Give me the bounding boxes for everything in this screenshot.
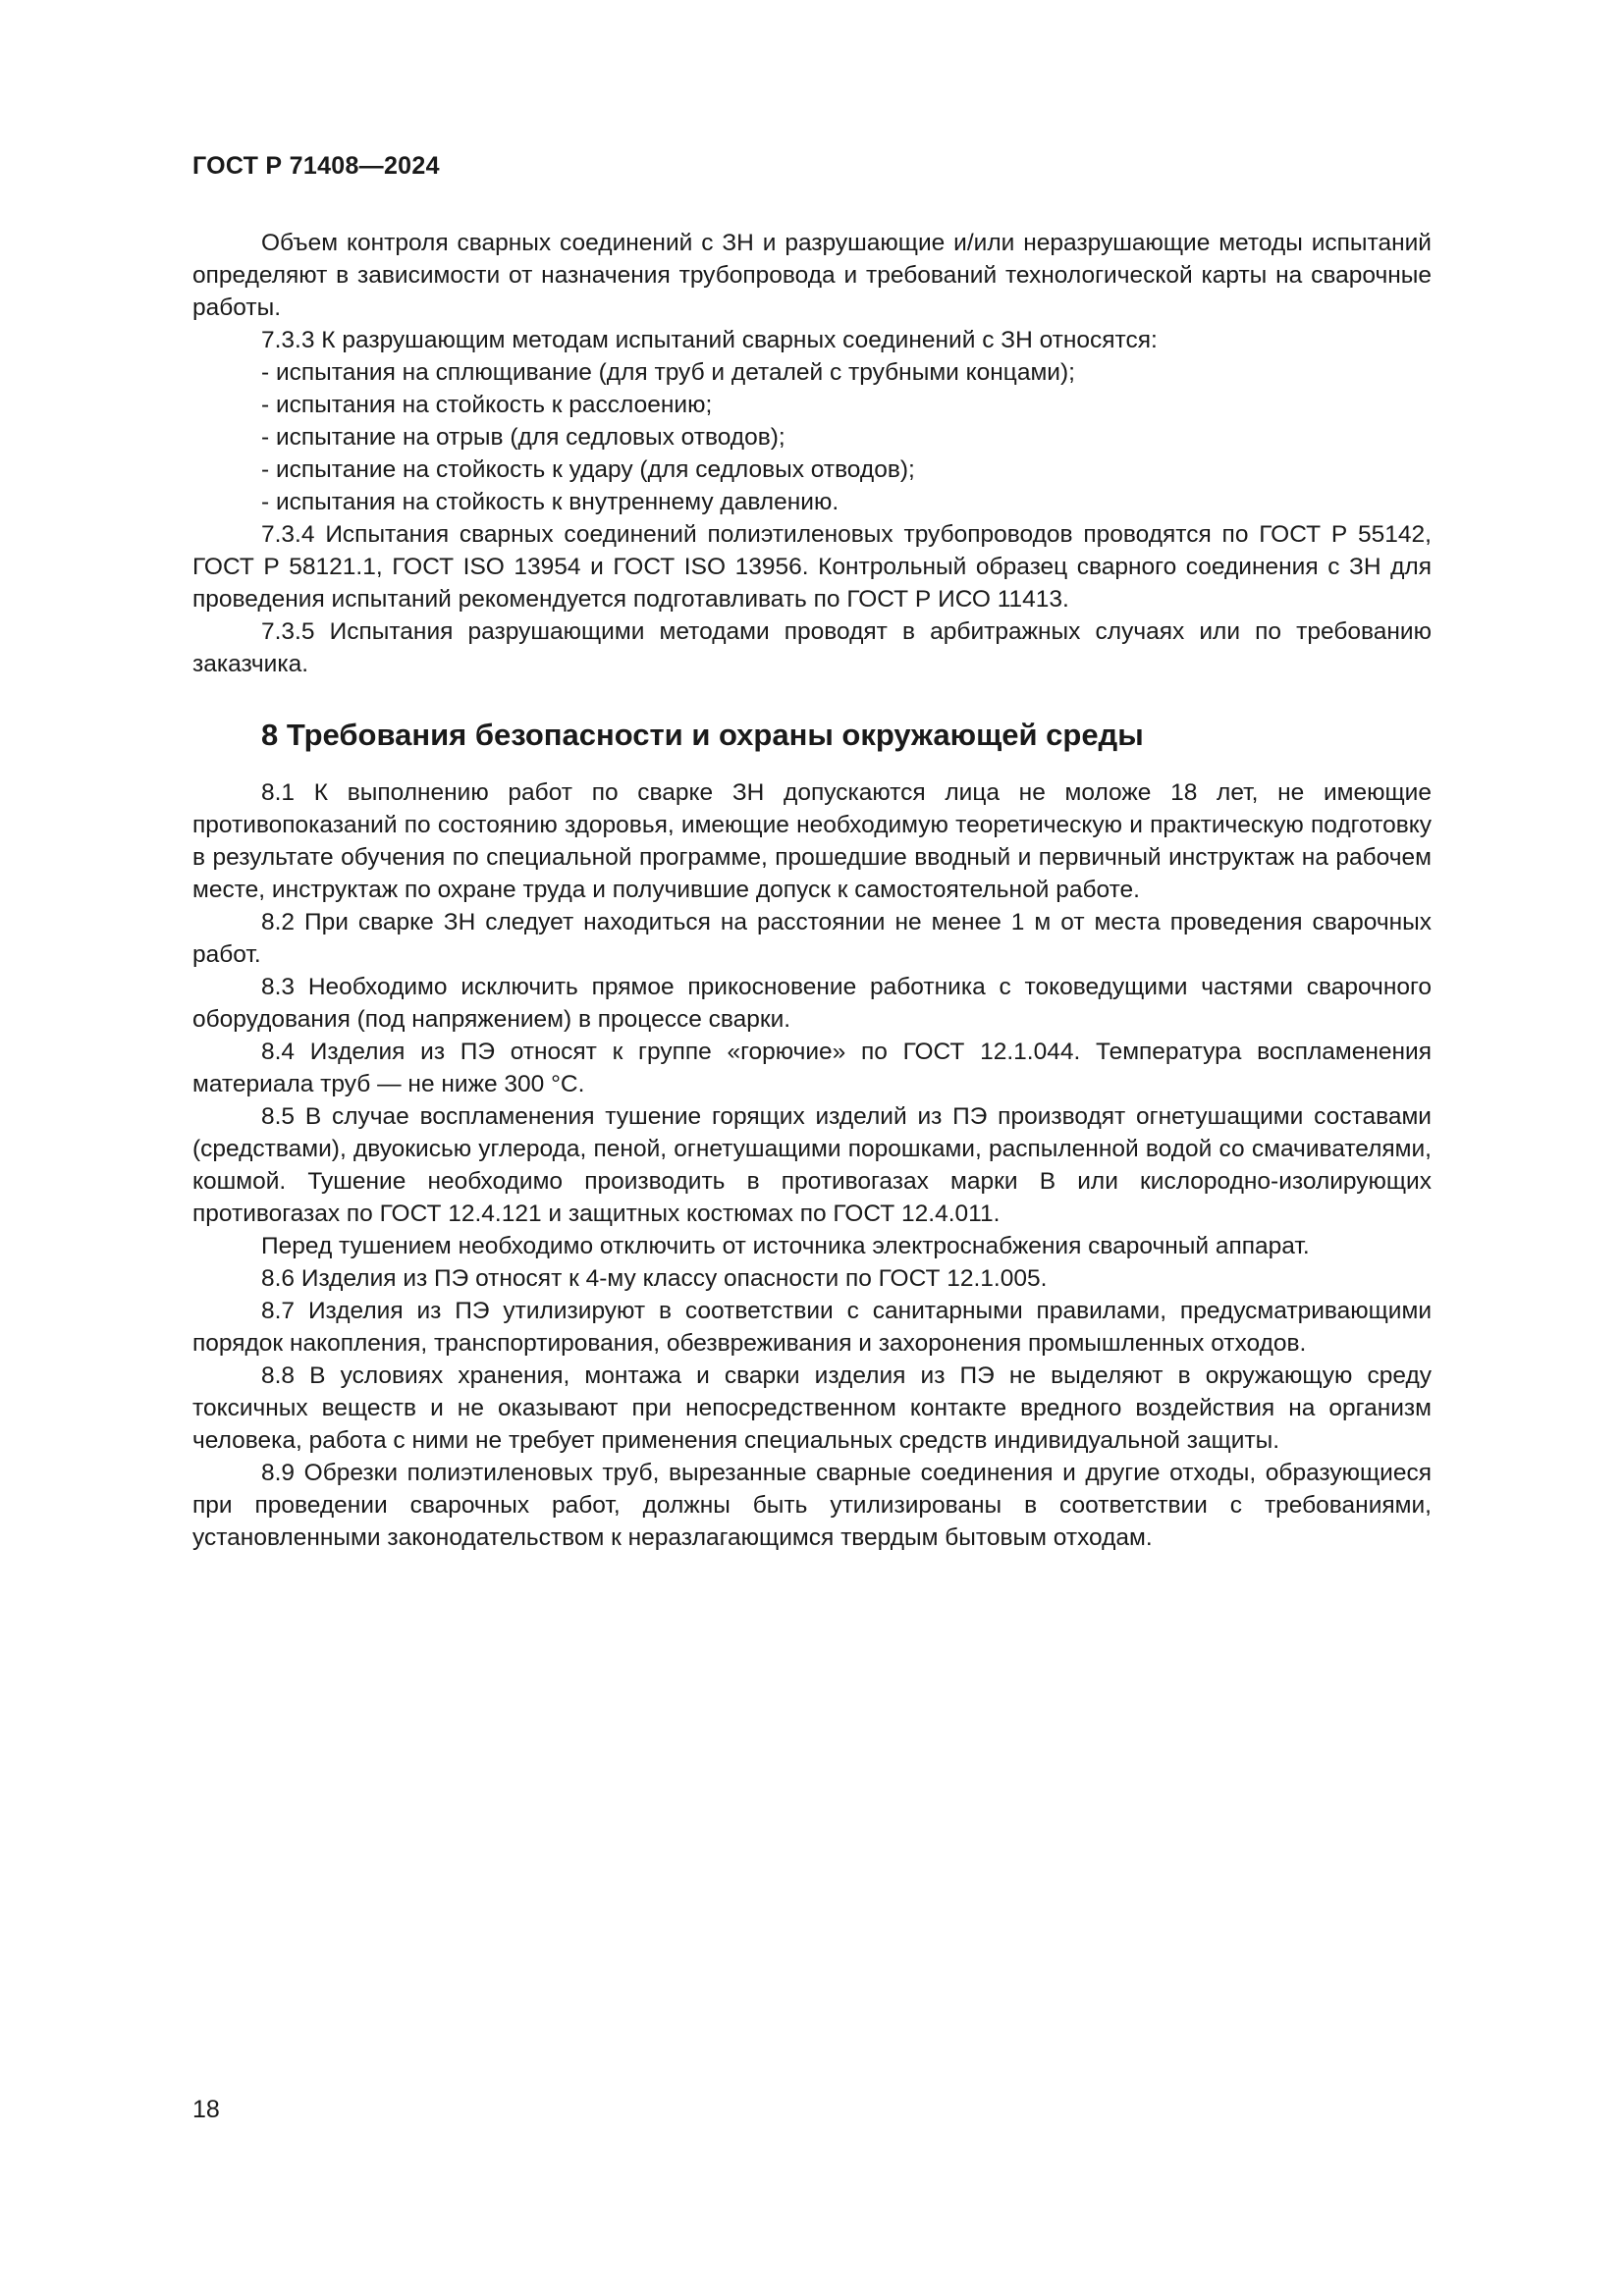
list-item: - испытание на отрыв (для седловых отводов); <box>261 424 785 451</box>
list-item: - испытания на сплющивание (для труб и деталей с трубными концами); <box>261 359 1075 386</box>
list-item: - испытания на стойкость к расслоению; <box>261 392 713 418</box>
paragraph-intro: Объем контроля сварных соединений с ЗН и разрушающие и/или неразрушающие методы испытаний определяют в зависимости от назначения трубопровода и требований технологической карты на сварочные работы. <box>192 230 1432 321</box>
list-item: - испытание на стойкость к удару (для седловых отводов); <box>261 456 915 483</box>
page-body <box>192 227 1432 1554</box>
paragraph-8-6: 8.6 Изделия из ПЭ относят к 4-му классу опасности по ГОСТ 12.1.005. <box>261 1265 1048 1292</box>
paragraph-8-3: 8.3 Необходимо исключить прямое прикосновение работника с токоведущими частями сварочного оборудования (под напряжением) в процессе сварки. <box>192 974 1432 1033</box>
paragraph-8-9: 8.9 Обрезки полиэтиленовых труб, вырезанные сварные соединения и другие отходы, образующиеся при проведении сварочных работ, должны быть утилизированы в соответствии с требованиями, установленными законодательством к неразлагающимся твердым бытовым отходам. <box>192 1460 1432 1551</box>
paragraph-7-3-3: 7.3.3 К разрушающим методам испытаний сварных соединений с ЗН относятся: <box>261 327 1158 353</box>
page-number: 18 <box>192 2096 220 2123</box>
paragraph-7-3-5: 7.3.5 Испытания разрушающими методами проводят в арбитражных случаях или по требованию заказчика. <box>192 618 1432 677</box>
paragraph-8-8: 8.8 В условиях хранения, монтажа и сварки изделия из ПЭ не выделяют в окружающую среду токсичных веществ и не оказывают при непосредственном контакте вредного воздействия на организм человека, работа с ними не требует применения специальных средств индивидуальной защиты. <box>192 1362 1432 1454</box>
paragraph-7-3-4: 7.3.4 Испытания сварных соединений полиэтиленовых трубопроводов проводятся по ГОСТ Р 55142, ГОСТ Р 58121.1, ГОСТ ISO 13954 и ГОСТ ISO 13956. Контрольный образец сварного соединения с ЗН для проведения испытаний рекомендуется подготавливать по ГОСТ Р ИСО 11413. <box>192 521 1432 613</box>
section-8-title: 8 Требования безопасности и охраны окружающей среды <box>261 718 1144 752</box>
list-item: - испытания на стойкость к внутреннему давлению. <box>261 489 839 515</box>
paragraph-8-7: 8.7 Изделия из ПЭ утилизируют в соответствии с санитарными правилами, предусматривающими порядок накопления, транспортирования, обезвреживания и захоронения промышленных отходов. <box>192 1298 1432 1357</box>
document-header: ГОСТ Р 71408—2024 <box>192 152 440 180</box>
paragraph-8-5: 8.5 В случае воспламенения тушение горящих изделий из ПЭ производят огнетушащими составами (средствами), двуокисью углерода, пеной, огнетушащими порошками, распыленной водой со смачивателями, кошмой. Тушение необходимо производить в противогазах марки В или кислородно-изолирующих противогазах по ГОСТ 12.4.121 и защитных костюмах по ГОСТ 12.4.011. <box>192 1103 1432 1227</box>
paragraph-8-4: 8.4 Изделия из ПЭ относят к группе «горючие» по ГОСТ 12.1.044. Температура воспламенения материала труб — не ниже 300 °С. <box>192 1039 1432 1097</box>
paragraph-8-1: 8.1 К выполнению работ по сварке ЗН допускаются лица не моложе 18 лет, не имеющие противопоказаний по состоянию здоровья, имеющие необходимую теоретическую и практическую подготовку в результате обучения по специальной программе, прошедшие вводный и первичный инструктаж на рабочем месте, инструктаж по охране труда и получившие допуск к самостоятельной работе. <box>192 779 1432 903</box>
paragraph-8-5-note: Перед тушением необходимо отключить от источника электроснабжения сварочный аппарат. <box>261 1233 1310 1259</box>
paragraph-8-2: 8.2 При сварке ЗН следует находиться на расстоянии не менее 1 м от места проведения сварочных работ. <box>192 909 1432 968</box>
